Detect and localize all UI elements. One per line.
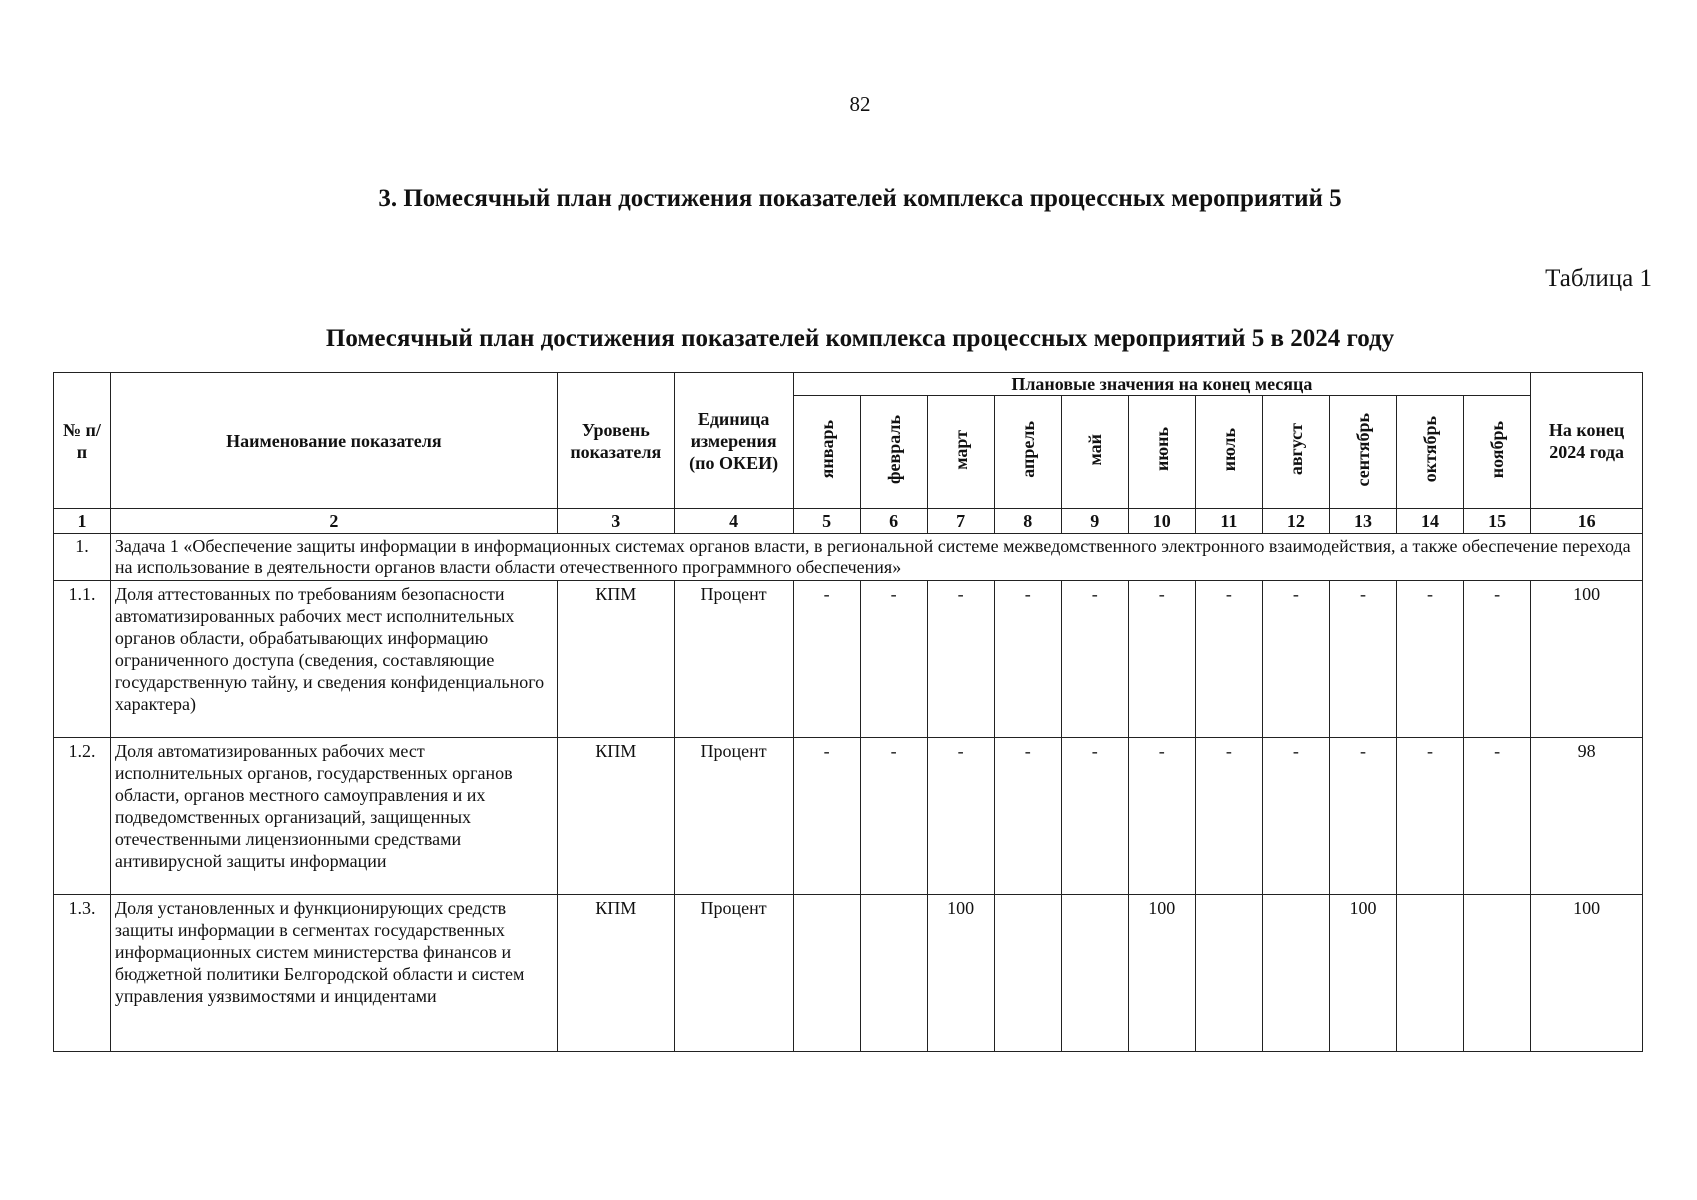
column-number: 4 [674, 509, 793, 534]
month-value [1061, 895, 1128, 1052]
indicator-unit: Процент [674, 895, 793, 1052]
column-number: 6 [860, 509, 927, 534]
row-num: 1.1. [54, 581, 111, 738]
indicator-level: КПМ [557, 581, 674, 738]
month-value: - [1396, 581, 1463, 738]
month-header: ноябрь [1487, 420, 1508, 479]
month-value: - [994, 581, 1061, 738]
indicator-name: Доля автоматизированных рабочих мест исполнительных органов, государственных органов области, органов местного самоуправления и их подведомственных организаций, защищенных отечественными лицензионными средствами антивирусной защиты информации [110, 738, 557, 895]
month-value: 100 [927, 895, 994, 1052]
header-unit: Единица измерения (по ОКЕИ) [674, 373, 793, 509]
month-value: - [1464, 738, 1531, 895]
table-title: Помесячный план достижения показателей комплекса процессных мероприятий 5 в 2024 году [325, 325, 1395, 352]
month-header: май [1084, 433, 1105, 466]
end-of-year-value: 100 [1531, 581, 1643, 738]
plan-table [53, 372, 1643, 1052]
month-value: - [1262, 738, 1329, 895]
month-value: - [860, 738, 927, 895]
column-number: 13 [1329, 509, 1396, 534]
header-row [54, 373, 1643, 396]
column-number: 9 [1061, 509, 1128, 534]
end-of-year-value: 98 [1531, 738, 1643, 895]
month-value [1195, 895, 1262, 1052]
indicator-unit: Процент [674, 738, 793, 895]
month-header: октябрь [1419, 416, 1440, 483]
task-num: 1. [54, 534, 111, 581]
column-number: 3 [557, 509, 674, 534]
month-value: - [927, 581, 994, 738]
column-number: 14 [1396, 509, 1463, 534]
month-header: сентябрь [1352, 412, 1373, 487]
table-row [54, 581, 1643, 738]
month-value: - [1262, 581, 1329, 738]
month-value: - [793, 738, 860, 895]
month-header: март [950, 429, 971, 470]
indicator-level: КПМ [557, 738, 674, 895]
column-number: 11 [1195, 509, 1262, 534]
column-number: 5 [793, 509, 860, 534]
table-row [54, 895, 1643, 1052]
column-number: 1 [54, 509, 111, 534]
month-value [793, 895, 860, 1052]
month-value: - [1128, 738, 1195, 895]
month-value: 100 [1128, 895, 1195, 1052]
month-value: - [927, 738, 994, 895]
column-number: 12 [1262, 509, 1329, 534]
indicator-rows [54, 581, 1643, 1052]
column-number: 16 [1531, 509, 1643, 534]
month-header: январь [816, 420, 837, 479]
column-number: 10 [1128, 509, 1195, 534]
row-num: 1.2. [54, 738, 111, 895]
month-header: август [1285, 423, 1306, 476]
month-value [860, 895, 927, 1052]
row-num: 1.3. [54, 895, 111, 1052]
table-row [54, 738, 1643, 895]
month-header: июль [1218, 427, 1239, 472]
column-number: 8 [994, 509, 1061, 534]
column-number: 7 [927, 509, 994, 534]
indicator-level: КПМ [557, 895, 674, 1052]
end-of-year-value: 100 [1531, 895, 1643, 1052]
header-num: № п/п [54, 373, 111, 509]
column-number-row [54, 509, 1643, 534]
month-header: июнь [1151, 427, 1172, 472]
month-value: - [1128, 581, 1195, 738]
month-value: - [1061, 738, 1128, 895]
month-value: - [1195, 738, 1262, 895]
indicator-unit: Процент [674, 581, 793, 738]
section-title: 3. Помесячный план достижения показателей комплекса процессных мероприятий 5 [378, 185, 1342, 212]
task-text: Задача 1 «Обеспечение защиты информации в информационных системах органов власти, в региональной системе межведомственного электронного взаимодействия, а также обеспечение перехода на использование в деятельности органов власти области отечественного программного обеспечения» [110, 534, 1642, 581]
column-number: 2 [110, 509, 557, 534]
month-value: - [1464, 581, 1531, 738]
month-value: 100 [1329, 895, 1396, 1052]
month-value: - [1396, 738, 1463, 895]
header-name: Наименование показателя [110, 373, 557, 509]
month-header: апрель [1017, 421, 1038, 478]
column-number: 15 [1464, 509, 1531, 534]
month-value: - [1329, 581, 1396, 738]
indicator-name: Доля аттестованных по требованиям безопасности автоматизированных рабочих мест исполнительных органов области, обрабатывающих информацию ограниченного доступа (сведения, составляющие государственную тайну, и сведения конфиденциального характера) [110, 581, 557, 738]
month-value: - [1195, 581, 1262, 738]
month-value [994, 895, 1061, 1052]
month-value [1262, 895, 1329, 1052]
header-level: Уровень показателя [557, 373, 674, 509]
month-value [1464, 895, 1531, 1052]
month-value: - [1329, 738, 1396, 895]
month-value: - [994, 738, 1061, 895]
task-row [54, 534, 1643, 581]
month-value: - [793, 581, 860, 738]
header-planned: Плановые значения на конец месяца [793, 373, 1531, 396]
header-end-of-year: На конец 2024 года [1531, 373, 1643, 509]
month-value: - [1061, 581, 1128, 738]
month-value: - [860, 581, 927, 738]
month-value [1396, 895, 1463, 1052]
page-number: 82 [849, 92, 871, 116]
indicator-name: Доля установленных и функционирующих средств защиты информации в сегментах государственных информационных систем министерства финансов и бюджетной политики Белгородской области и систем управления уязвимостями и инцидентами [110, 895, 557, 1052]
table-caption: Таблица 1 [1545, 265, 1652, 292]
month-header: февраль [883, 415, 904, 484]
